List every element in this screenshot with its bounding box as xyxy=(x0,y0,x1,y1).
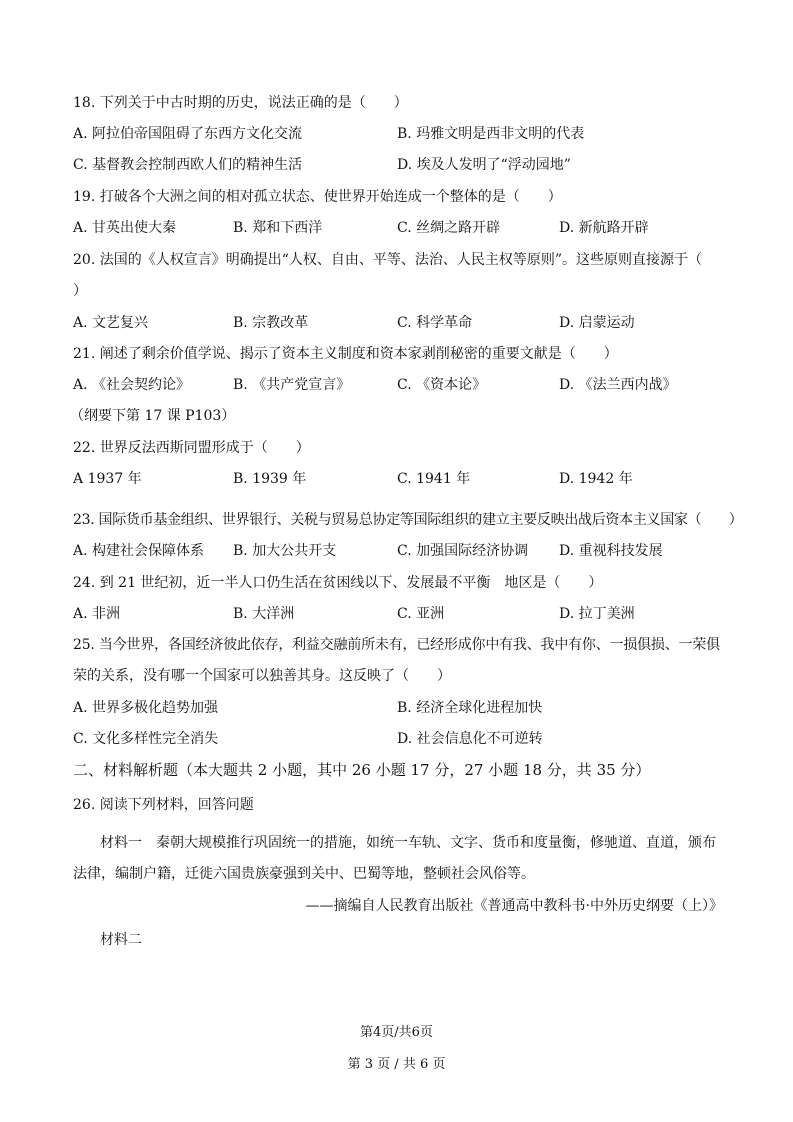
q18-option-d: D. 埃及人发明了“浮动园地” xyxy=(397,157,571,173)
q21-stem: 21. 阐述了剩余价值学说、揭示了资本主义制度和资本家剥削秘密的重要文献是（ ） xyxy=(73,346,618,362)
material-one-line2: 法律，编制户籍，迁徙六国贵族豪强到关中、巴蜀等地，整顿社会风俗等。 xyxy=(73,866,535,882)
inner-page-number: 第4页/共6页 xyxy=(360,1025,433,1040)
q20-option-b: B. 宗教改革 xyxy=(233,315,309,331)
q24-stem: 24. 到 21 世纪初，近一半人口仍生活在贫困线以下、发展最不平衡 地区是（ ） xyxy=(73,575,603,591)
q25-stem-cont: 荣的关系，没有哪一个国家可以独善其身。这反映了（ ） xyxy=(73,668,451,684)
section-heading: 二、材料解析题（本大题共 2 小题，其中 26 小题 17 分，27 小题 18 分，共 35 分） xyxy=(73,761,651,779)
q21-option-b: B. 《共产党宣言》 xyxy=(233,377,351,393)
q22-option-c: C. 1941 年 xyxy=(397,471,471,487)
outer-page-number: 第 3 页 / 共 6 页 xyxy=(347,1057,446,1072)
q20-option-d: D. 启蒙运动 xyxy=(559,315,635,331)
material-two-label: 材料二 xyxy=(100,932,142,948)
q25-option-a: A. 世界多极化趋势加强 xyxy=(73,700,219,716)
q19-option-d: D. 新航路开辟 xyxy=(559,220,649,236)
q20-stem: 20. 法国的《人权宣言》明确提出“人权、自由、平等、法治、人民主权等原则”。这些原则直接源于（ xyxy=(73,252,703,268)
q18-option-b: B. 玛雅文明是西非文明的代表 xyxy=(397,126,585,142)
q21-option-d: D. 《法兰西内战》 xyxy=(559,377,677,393)
q18-option-a: A. 阿拉伯帝国阻碍了东西方文化交流 xyxy=(73,126,303,142)
q24-option-a: A. 非洲 xyxy=(73,606,121,622)
q19-stem: 19. 打破各个大洲之间的相对孤立状态、使世界开始连成一个整体的是（ ） xyxy=(73,189,562,205)
q23-option-c: C. 加强国际经济协调 xyxy=(397,543,529,559)
q19-option-a: A. 甘英出使大秦 xyxy=(73,220,177,236)
q24-option-d: D. 拉丁美洲 xyxy=(559,606,635,622)
q18-stem: 18. 下列关于中古时期的历史，说法正确的是（ ） xyxy=(73,95,408,111)
q20-option-a: A. 文艺复兴 xyxy=(73,315,149,331)
material-one-line1: 材料一 秦朝大规模推行巩固统一的措施，如统一车轨、文字、货币和度量衡，修驰道、直道，颁布 xyxy=(100,835,716,851)
q22-option-a: A 1937 年 xyxy=(73,471,142,487)
q22-option-b: B. 1939 年 xyxy=(233,471,307,487)
q25-option-c: C. 文化多样性完全消失 xyxy=(73,731,219,747)
q23-option-d: D. 重视科技发展 xyxy=(559,543,663,559)
q24-option-b: B. 大洋洲 xyxy=(233,606,295,622)
q19-option-c: C. 丝绸之路开辟 xyxy=(397,220,501,236)
q21-option-c: C. 《资本论》 xyxy=(397,377,487,393)
material-one-source: ——摘编自人民教育出版社《普通高中教科书·中外历史纲要（上）》 xyxy=(305,898,723,914)
q25-stem: 25. 当今世界，各国经济彼此依存，利益交融前所未有，已经形成你中有我、我中有你、一损俱损、一荣俱 xyxy=(73,637,720,653)
q24-option-c: C. 亚洲 xyxy=(397,606,445,622)
q26-stem: 26. 阅读下列材料，回答问题 xyxy=(73,797,254,813)
q25-option-d: D. 社会信息化不可逆转 xyxy=(397,731,543,747)
q18-option-c: C. 基督教会控制西欧人们的精神生活 xyxy=(73,157,303,173)
q23-option-a: A. 构建社会保障体系 xyxy=(73,543,205,559)
q21-option-a: A. 《社会契约论》 xyxy=(73,377,191,393)
q20-stem-cont: ） xyxy=(73,283,87,299)
q22-stem: 22. 世界反法西斯同盟形成于（ ） xyxy=(73,440,310,456)
q21-note: （纲要下第 17 课 P103） xyxy=(70,408,236,424)
q19-option-b: B. 郑和下西洋 xyxy=(233,220,323,236)
q25-option-b: B. 经济全球化进程加快 xyxy=(397,700,543,716)
q23-stem: 23. 国际货币基金组织、世界银行、关税与贸易总协定等国际组织的建立主要反映出战后资本主义国家（ ） xyxy=(73,512,743,528)
q22-option-d: D. 1942 年 xyxy=(559,471,633,487)
q23-option-b: B. 加大公共开支 xyxy=(233,543,337,559)
q20-option-c: C. 科学革命 xyxy=(397,315,473,331)
